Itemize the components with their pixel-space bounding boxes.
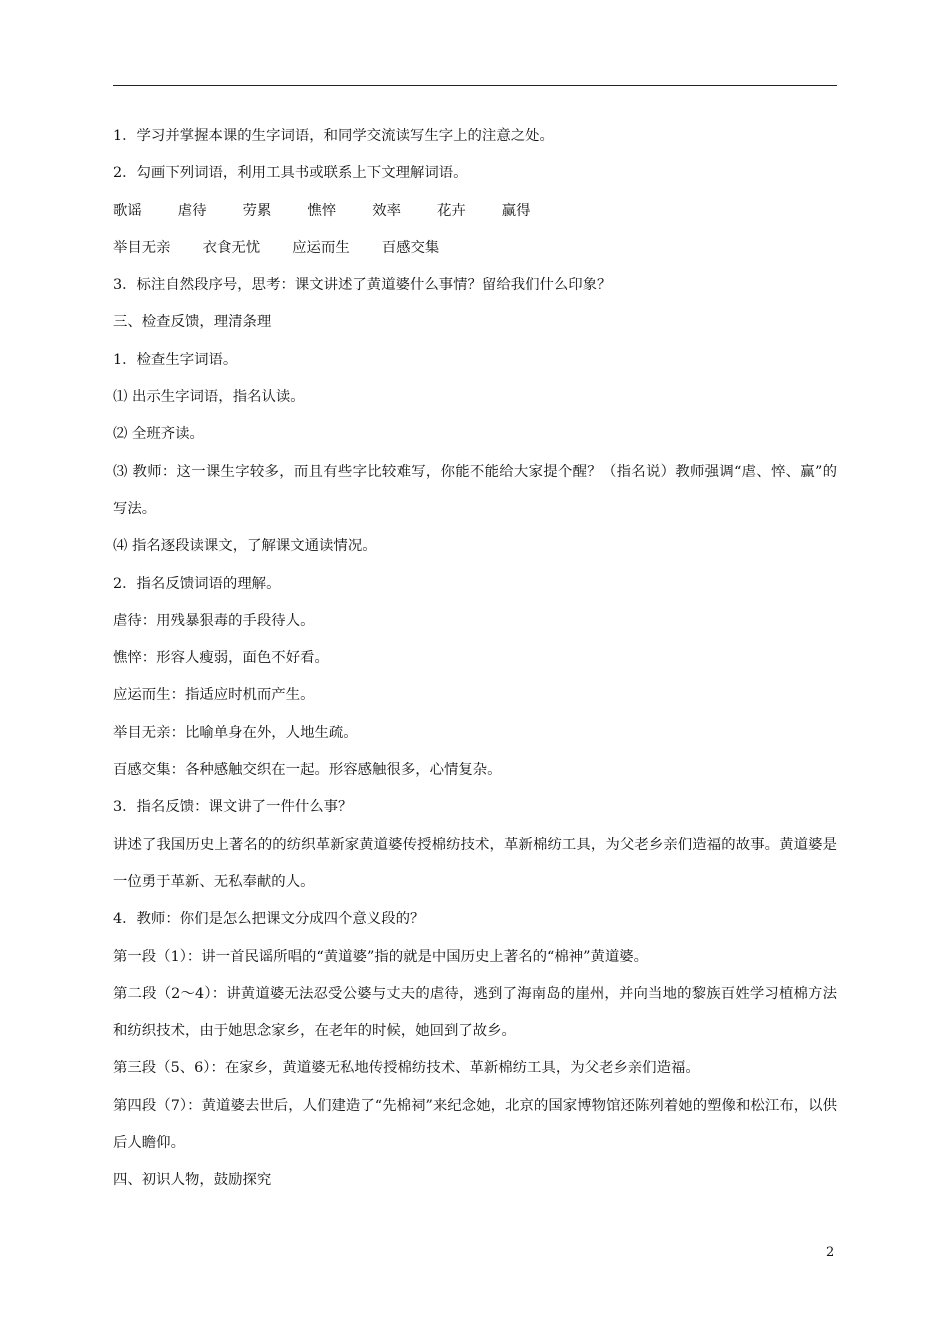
document-body: [113, 118, 837, 1200]
sub-item-2: ⑵ 全班齐读。: [113, 426, 204, 443]
section-part-3: 第三段（5、6）：在家乡，黄道婆无私地传授棉纺技术、革新棉纺工具，为父老乡亲们造福。: [113, 1060, 700, 1077]
paragraph-3: 3．标注自然段序号，思考：课文讲述了黄道婆什么事情？留给我们什么印象？: [113, 277, 612, 294]
sub-item-1: ⑴ 出示生字词语，指名认读。: [113, 389, 305, 406]
paragraph-check-words: 1．检查生字词语。: [113, 351, 238, 368]
vocab-idiom: 举目无亲: [113, 239, 171, 256]
vocab-word: 歌谣: [113, 202, 142, 219]
vocab-word: 憔悴: [307, 202, 337, 219]
paragraph-feedback-words: 2．指名反馈词语的理解。: [113, 575, 281, 592]
section-part-4: 第四段（7）：黄道婆去世后，人们建造了“先棉祠”来纪念她，北京的国家博物馆还陈列着她的塑像和松江布，以供后人瞻仰。: [113, 1097, 837, 1152]
sub-item-3: ⑶ 教师：这一课生字较多，而且有些字比较难写，你能不能给大家提个醒？（指名说）教师强调“虐、悴、赢”的写法。: [113, 463, 837, 517]
vocab-word: 效率: [372, 202, 401, 219]
vocab-word: 赢得: [501, 202, 531, 219]
vocab-word-list: [113, 193, 837, 230]
section-part-1: 第一段（1）：讲一首民谣所唱的“黄道婆”指的就是中国历史上著名的“棉神”黄道婆。: [113, 948, 649, 965]
section-heading-3: 三、检查反馈，理清条理: [113, 314, 272, 331]
vocab-idiom: 百感交集: [381, 239, 440, 256]
vocab-word: 花卉: [436, 202, 466, 219]
definition-baigan: 百感交集：各种感触交织在一起。形容感触很多，心情复杂。: [113, 762, 502, 779]
paragraph-teacher-question: 4．教师：你们是怎么把课文分成四个意义段的？: [113, 911, 425, 928]
definition-qiaocui: 憔悴：形容人瘦弱，面色不好看。: [113, 650, 329, 667]
definition-yingyun: 应运而生：指适应时机而产生。: [113, 687, 315, 704]
page-number: 2: [826, 1245, 835, 1260]
vocab-word: 虐待: [177, 202, 207, 219]
sub-item-4: ⑷ 指名逐段读课文，了解课文通读情况。: [113, 538, 377, 555]
section-part-2: 第二段（2～4）：讲黄道婆无法忍受公婆与丈夫的虐待，逃到了海南岛的崖州，并向当地的黎族百姓学习植棉方法和纺织技术，由于她思念家乡，在老年的时候，她回到了故乡。: [113, 985, 837, 1040]
header-rule: [113, 85, 837, 86]
vocab-word: 劳累: [242, 202, 272, 219]
paragraph-1: 1．学习并掌握本课的生字词语，和同学交流读写生字上的注意之处。: [113, 128, 554, 144]
paragraph-feedback-story: 3．指名反馈：课文讲了一件什么事？: [113, 799, 353, 816]
paragraph-story-summary: 讲述了我国历史上著名的的纺织革新家黄道婆传授棉纺技术，革新棉纺工具，为父老乡亲们造福的故事。黄道婆是一位勇于革新、无私奉献的人。: [113, 836, 837, 890]
vocab-idiom: 衣食无忧: [202, 239, 261, 256]
vocab-idiom: 应运而生: [292, 239, 350, 256]
paragraph-2: 2．勾画下列词语，利用工具书或联系上下文理解词语。: [113, 165, 468, 182]
definition-nuedai: 虐待：用残暴狠毒的手段待人。: [113, 612, 315, 629]
vocab-idiom-list: [113, 230, 837, 267]
definition-jumu: 举目无亲：比喻单身在外，人地生疏。: [113, 724, 358, 741]
section-heading-4: 四、初识人物，鼓励探究: [113, 1172, 272, 1189]
